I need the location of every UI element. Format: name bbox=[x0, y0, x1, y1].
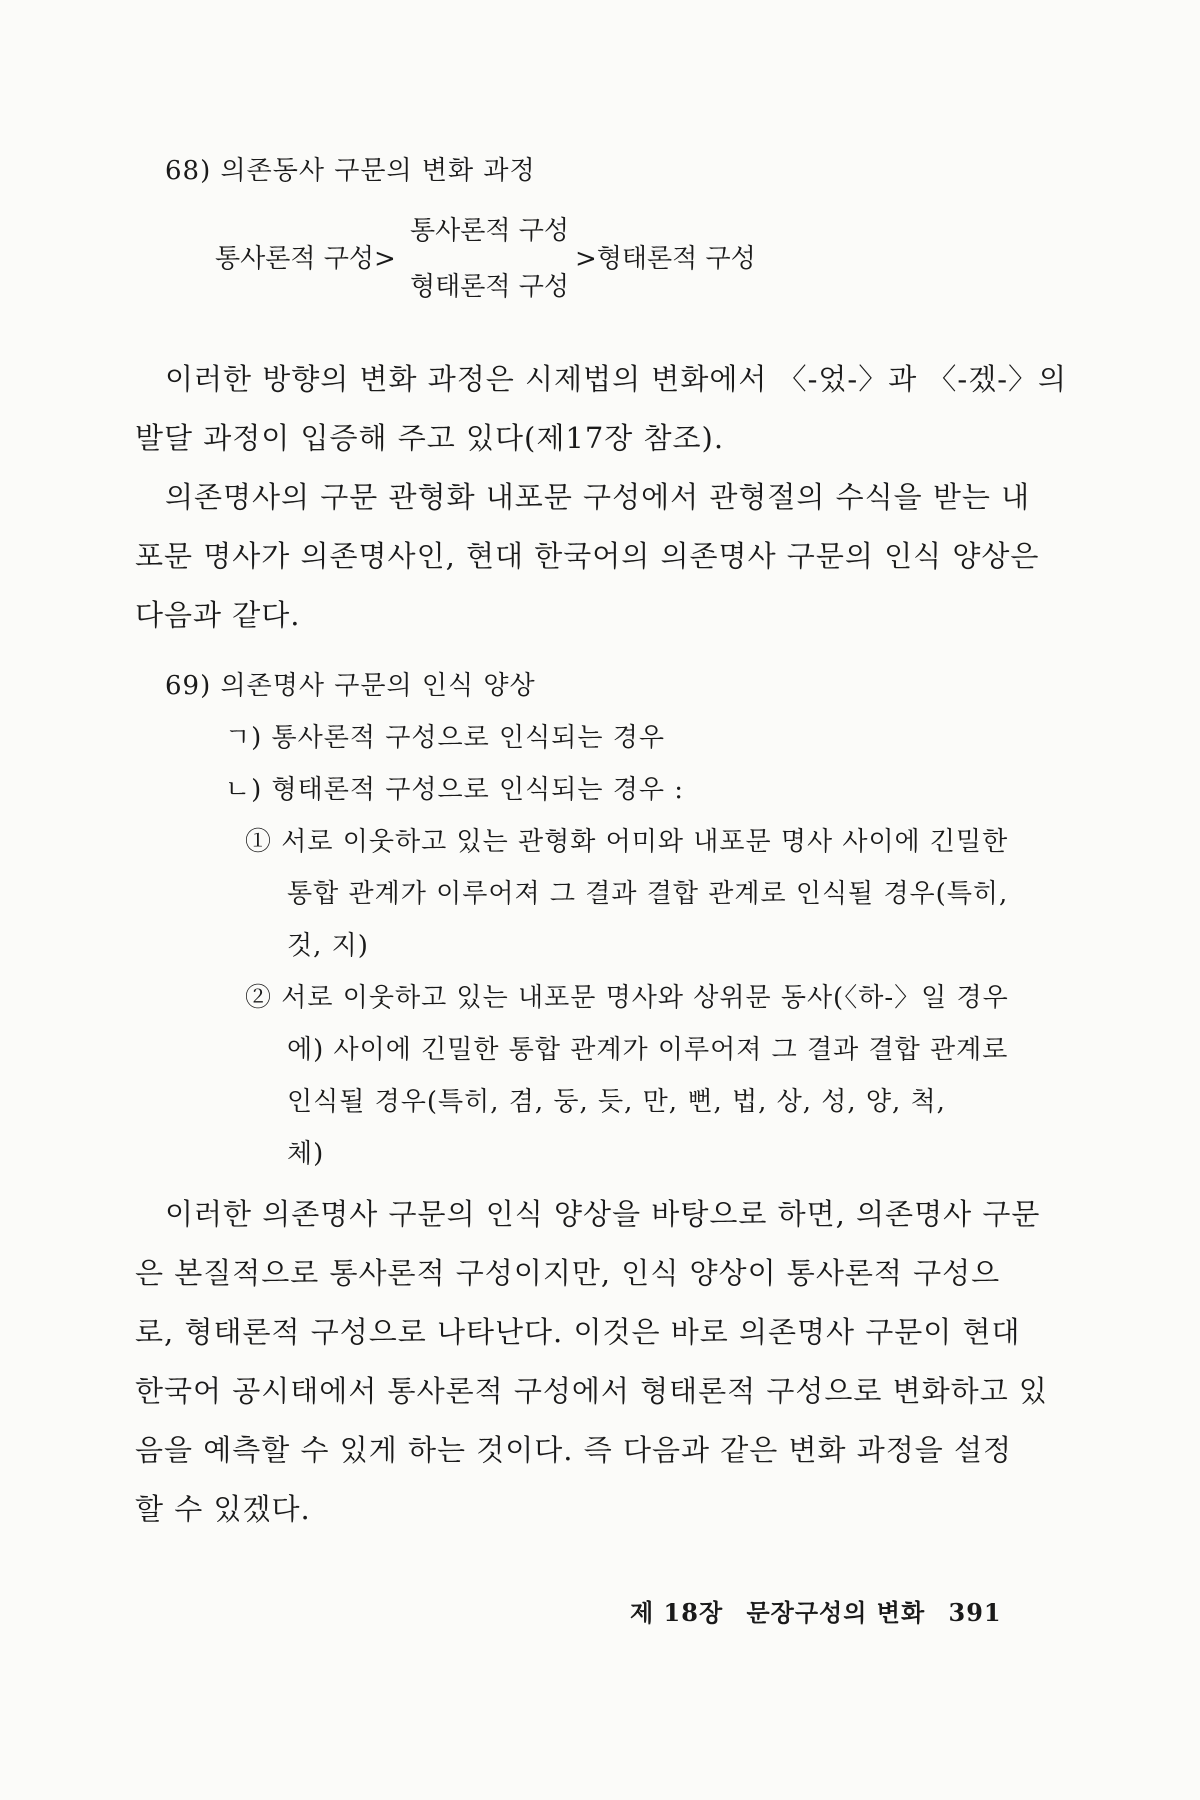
paragraph-line: 이러한 의존명사 구문의 인식 양상을 바탕으로 하면, 의존명사 구문 bbox=[165, 1197, 1041, 1231]
paragraph-line: 한국어 공시태에서 통사론적 구성에서 형태론적 구성으로 변화하고 있 bbox=[135, 1374, 1048, 1408]
sub-item-line: ② 서로 이웃하고 있는 내포문 명사와 상위문 동사(〈하-〉일 경우 bbox=[245, 983, 1009, 1013]
sub-item-line: 체) bbox=[287, 1139, 325, 1169]
paragraph-line: 음을 예측할 수 있게 하는 것이다. 즉 다음과 같은 변화 과정을 설정 bbox=[135, 1433, 1012, 1467]
sub-item-line: 통합 관계가 이루어져 그 결과 결합 관계로 인식될 경우(특히, bbox=[287, 879, 1009, 909]
paragraph-3 bbox=[135, 1185, 1048, 1539]
sub-item-line: 인식될 경우(특히, 겸, 둥, 듯, 만, 뻔, 법, 상, 성, 양, 척, bbox=[287, 1087, 946, 1117]
diagram-source: 통사론적 구성> bbox=[215, 244, 396, 274]
paragraph-1 bbox=[135, 350, 1068, 468]
diagram-upper-branch: 통사론적 구성 bbox=[410, 216, 569, 246]
diagram-lower-branch: 형태론적 구성 bbox=[410, 272, 569, 302]
example-69-heading: 69) 의존명사 구문의 인식 양상 bbox=[165, 671, 536, 701]
paragraph-line: 다음과 같다. bbox=[135, 598, 301, 632]
diagram-target: >형태론적 구성 bbox=[575, 244, 756, 274]
example-69-sub-2 bbox=[245, 972, 1045, 1180]
paragraph-line: 포문 명사가 의존명사인, 현대 한국어의 의존명사 구문의 인식 양상은 bbox=[135, 539, 1040, 573]
paragraph-line: 은 본질적으로 통사론적 구성이지만, 인식 양상이 통사론적 구성으 bbox=[135, 1256, 1001, 1290]
example-69 bbox=[165, 660, 684, 816]
footer-title: 문장구성의 변화 bbox=[746, 1598, 926, 1627]
paragraph-line: 할 수 있겠다. bbox=[135, 1492, 311, 1526]
example-68-heading: 68) 의존동사 구문의 변화 과정 bbox=[165, 156, 536, 186]
paragraph-line: 이러한 방향의 변화 과정은 시제법의 변화에서 〈-었-〉과 〈-겠-〉의 bbox=[165, 362, 1068, 396]
sub-item-line: ① 서로 이웃하고 있는 관형화 어미와 내포문 명사 사이에 긴밀한 bbox=[245, 827, 1009, 857]
example-69-sub-1 bbox=[245, 816, 1045, 972]
sub-item-line: 것, 지) bbox=[287, 931, 369, 961]
sub-item-line: 에) 사이에 긴밀한 통합 관계가 이루어져 그 결과 결합 관계로 bbox=[287, 1035, 1009, 1065]
running-footer bbox=[630, 1593, 1016, 1628]
paragraph-line: 의존명사의 구문 관형화 내포문 구성에서 관형절의 수식을 받는 내 bbox=[165, 480, 1031, 514]
paragraph-line: 발달 과정이 입증해 주고 있다(제17장 참조). bbox=[135, 421, 725, 455]
footer-chapter: 제 18장 bbox=[630, 1598, 724, 1627]
example-69-item-b: ㄴ) 형태론적 구성으로 인식되는 경우 : bbox=[225, 775, 684, 805]
example-69-item-a: ㄱ) 통사론적 구성으로 인식되는 경우 bbox=[225, 723, 665, 753]
page-number: 391 bbox=[948, 1598, 1002, 1627]
paragraph-line: 로, 형태론적 구성으로 나타난다. 이것은 바로 의존명사 구문이 현대 bbox=[135, 1315, 1021, 1349]
paragraph-2 bbox=[135, 468, 1040, 645]
change-diagram bbox=[215, 210, 775, 310]
